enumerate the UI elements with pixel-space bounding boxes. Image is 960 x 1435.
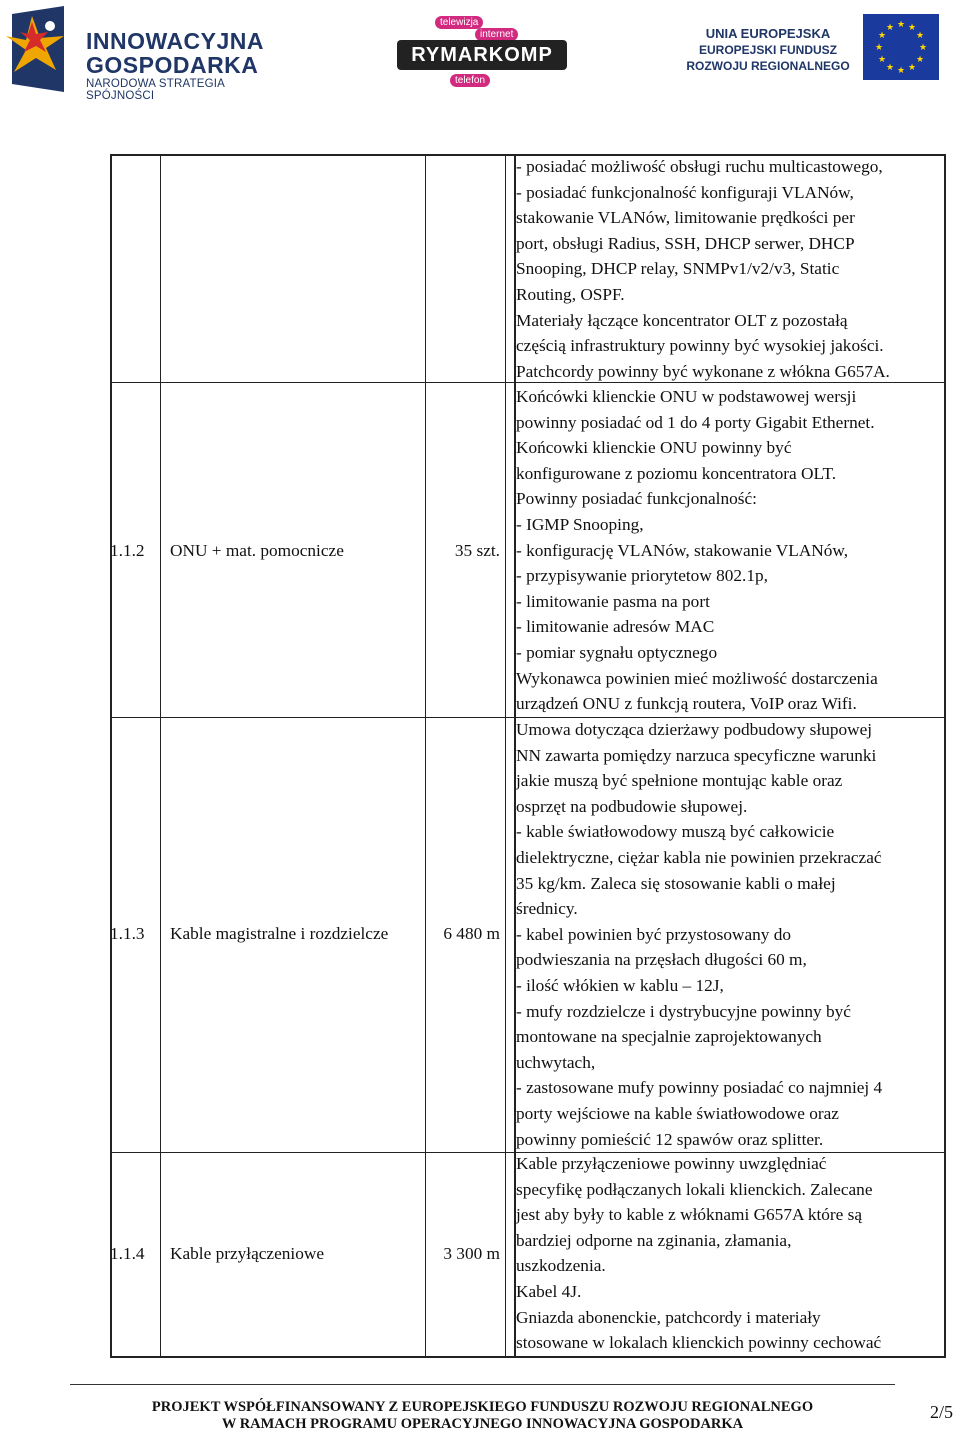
row-quantity: 6 480 m bbox=[443, 924, 500, 943]
description-line: port, obsługi Radius, SSH, DHCP serwer, DHCP bbox=[516, 233, 855, 253]
ry-tag-tv: telewizja bbox=[435, 16, 483, 29]
description-line: - przypisywanie priorytetow 802.1p, bbox=[516, 566, 768, 586]
svg-text:★: ★ bbox=[907, 23, 917, 33]
description-line: uszkodzenia. bbox=[516, 1256, 606, 1276]
description-line: konfigurowane z poziomu koncentratora OLT. bbox=[516, 463, 837, 483]
description-line: Wykonawca powinien mieć możliwość dostarczenia bbox=[516, 668, 878, 688]
description-line: Końcówki klienckie ONU w podstawowej wersji bbox=[516, 387, 857, 406]
row-name: Kable magistralne i rozdzielcze bbox=[170, 924, 389, 943]
description-line: urządzeń ONU z funkcją routera, VoIP oraz Wifi. bbox=[516, 694, 857, 714]
row-number: 1.1.2 bbox=[110, 541, 145, 560]
ig-title-line1: INNOWACYJNA bbox=[86, 28, 265, 54]
row-description bbox=[516, 384, 942, 717]
svg-text:★: ★ bbox=[877, 31, 887, 41]
description-line: dielektryczne, ciężar kabla nie powinien przekraczać bbox=[516, 847, 882, 867]
row-description bbox=[516, 717, 942, 1152]
svg-text:★: ★ bbox=[907, 63, 917, 73]
col-divider bbox=[160, 154, 161, 1358]
description-line: Snooping, DHCP relay, SNMPv1/v2/v3, Static bbox=[516, 259, 840, 279]
col-divider bbox=[505, 154, 506, 1358]
row-description bbox=[516, 1151, 942, 1356]
svg-text:★: ★ bbox=[915, 55, 925, 65]
row-description bbox=[516, 154, 942, 384]
table-border-bottom bbox=[110, 1356, 946, 1358]
row-number: 1.1.4 bbox=[110, 1244, 145, 1263]
footer-line1: PROJEKT WSPÓŁFINANSOWANY Z EUROPEJSKIEGO FUNDUSZU ROZWOJU REGIONALNEGO bbox=[151, 1399, 814, 1415]
description-line: podwieszania na przęsłach długości 60 m, bbox=[516, 950, 807, 970]
description-line: Powinny posiadać funkcjonalność: bbox=[516, 489, 757, 509]
eu-fund-logo bbox=[660, 0, 960, 100]
svg-text:★: ★ bbox=[918, 43, 928, 53]
description-line: bardziej odporne na zginania, złamania, bbox=[516, 1230, 792, 1250]
table-border-left bbox=[110, 154, 112, 1358]
svg-text:★: ★ bbox=[874, 43, 884, 53]
description-line: częścią infrastruktury powinny być wysokiej jakości. bbox=[516, 336, 884, 356]
description-line: montowane na specjalnie zaprojektowanych bbox=[516, 1027, 822, 1047]
description-line: osprzęt na podbudowie słupowej. bbox=[516, 796, 748, 816]
eu-line2: EUROPEJSKI FUNDUSZ bbox=[698, 43, 838, 57]
ry-brand: RYMARKOMP bbox=[397, 40, 567, 70]
description-line: - limitowanie adresów MAC bbox=[516, 617, 715, 637]
description-line: NN zawarta pomiędzy narzuca specyficzne warunki bbox=[516, 745, 877, 765]
description-line: - kabel powinien być przystosowany do bbox=[516, 924, 791, 944]
description-line: jakie muszą być spełnione montując kable oraz bbox=[516, 771, 843, 791]
rymarkomp-logo bbox=[395, 12, 570, 92]
description-line: - posiadać funkcjonalność konfiguraji VLANów, bbox=[516, 182, 854, 202]
description-line: porty wejściowe na kable światłowodowe oraz bbox=[516, 1103, 839, 1123]
eu-line3: ROZWOJU REGIONALNEGO bbox=[686, 59, 850, 73]
row-name: Kable przyłączeniowe bbox=[170, 1244, 325, 1263]
description-line: Kable przyłączeniowe powinny uwzględniać bbox=[516, 1154, 827, 1173]
description-line: - IGMP Snooping, bbox=[516, 514, 644, 534]
row-number: 1.1.3 bbox=[110, 924, 145, 943]
eu-line1: UNIA EUROPEJSKA bbox=[705, 26, 831, 41]
description-line: - ilość włókien w kablu – 12J, bbox=[516, 975, 724, 995]
description-line: stakowanie VLANów, limitowanie prędkości per bbox=[516, 208, 855, 228]
specification-table bbox=[110, 154, 946, 1358]
description-line: - zastosowane mufy powinny posiadać co najmniej 4 bbox=[516, 1078, 883, 1098]
description-line: specyfikę podłączanych lokali klienckich. Zalecane bbox=[516, 1179, 873, 1199]
innowacyjna-gospodarka-logo bbox=[6, 6, 296, 102]
description-line: powinny posiadać od 1 do 4 porty Gigabit Ethernet. bbox=[516, 412, 875, 432]
col-divider bbox=[425, 154, 426, 1358]
svg-text:★: ★ bbox=[885, 63, 895, 73]
page-header bbox=[0, 0, 960, 100]
description-line: Routing, OSPF. bbox=[516, 284, 625, 304]
description-line: powinny pomieścić 12 spawów oraz splitter. bbox=[516, 1129, 824, 1149]
footer-line2: W RAMACH PROGRAMU OPERACYJNEGO INNOWACYJNA GOSPODARKA bbox=[221, 1416, 744, 1432]
description-line: Gniazda abonenckie, patchcordy i materiały bbox=[516, 1307, 821, 1327]
page-number: 2/5 bbox=[930, 1402, 954, 1422]
description-line: - mufy rozdzielcze i dystrybucyjne powinny być bbox=[516, 1001, 851, 1021]
description-line: - posiadać możliwość obsługi ruchu multicastowego, bbox=[516, 157, 883, 176]
description-line: Kabel 4J. bbox=[516, 1281, 582, 1301]
description-line: - kable światłowodowy muszą być całkowicie bbox=[516, 822, 835, 842]
ig-flag-icon bbox=[6, 6, 66, 92]
description-line: stosowane w lokalach klienckich powinny cechować bbox=[516, 1333, 882, 1353]
ig-subtitle: NARODOWA STRATEGIA SPÓJNOŚCI bbox=[86, 78, 225, 102]
description-line: Umowa dotycząca dzierżawy podbudowy słupowej bbox=[516, 720, 873, 739]
row-quantity: 35 szt. bbox=[454, 541, 500, 560]
description-line: - konfigurację VLANów, stakowanie VLANów, bbox=[516, 540, 849, 560]
description-line: Materiały łączące koncentrator OLT z pozostałą bbox=[516, 310, 848, 330]
ry-tag-phone: telefon bbox=[450, 74, 490, 87]
ry-tag-internet: internet bbox=[475, 28, 518, 41]
svg-text:★: ★ bbox=[896, 66, 906, 76]
description-line: Patchcordy powinny być wykonane z włókna G657A. bbox=[516, 361, 890, 381]
row-quantity: 3 300 m bbox=[443, 1244, 500, 1263]
description-line: uchwytach, bbox=[516, 1052, 596, 1072]
svg-text:★: ★ bbox=[915, 31, 925, 41]
description-line: Końcowki klienckie ONU powinny być bbox=[516, 438, 792, 458]
description-line: 35 kg/km. Zaleca się stosowanie kabli o małej bbox=[516, 873, 836, 893]
description-line: - limitowanie pasma na port bbox=[516, 591, 710, 611]
description-line: średnicy. bbox=[516, 899, 578, 919]
table-border-right bbox=[944, 154, 946, 1358]
eu-flag-icon bbox=[863, 14, 939, 80]
svg-text:★: ★ bbox=[885, 23, 895, 33]
description-line: - pomiar sygnału optycznego bbox=[516, 642, 718, 662]
svg-text:★: ★ bbox=[877, 55, 887, 65]
footer-rule bbox=[70, 1384, 895, 1385]
ig-title-line2: GOSPODARKA bbox=[86, 52, 259, 78]
row-name: ONU + mat. pomocnicze bbox=[170, 541, 344, 560]
description-line: jest aby były to kable z włóknami G657A które są bbox=[516, 1205, 863, 1225]
svg-text:★: ★ bbox=[896, 20, 906, 30]
